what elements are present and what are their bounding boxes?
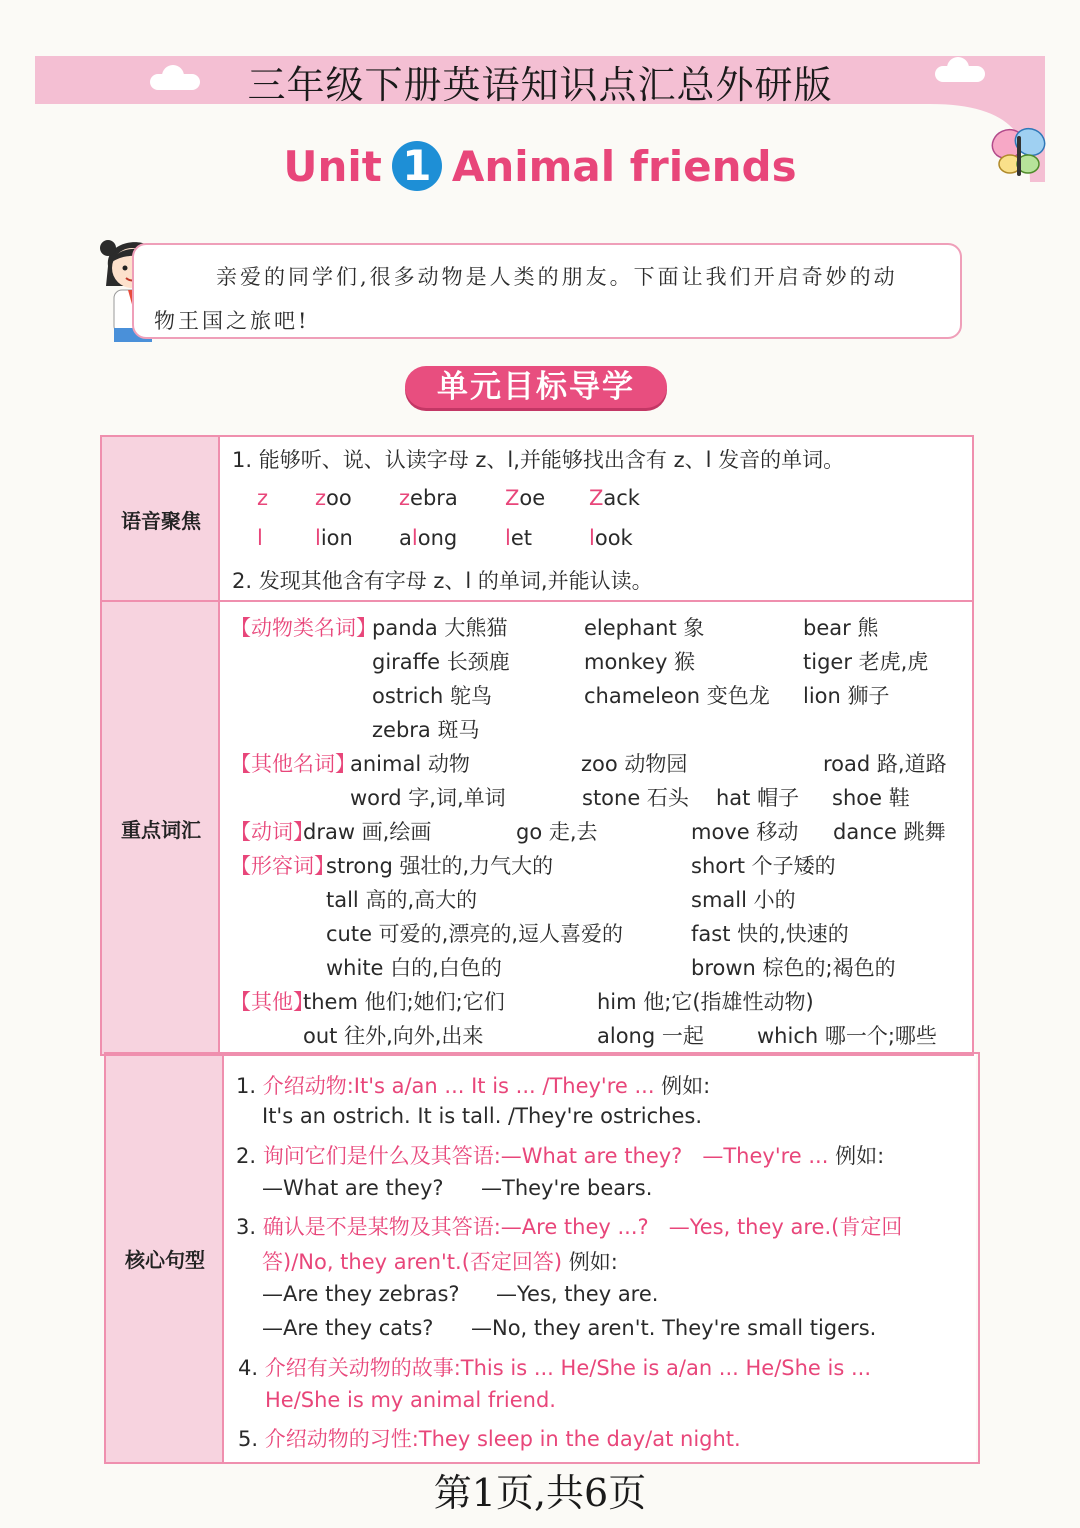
vocab-entry: shoe 鞋 (832, 786, 910, 810)
z-word: zoo (315, 486, 352, 510)
vocab-entry: draw 画,绘画 (303, 820, 432, 844)
vocab-entry: tiger 老虎,虎 (803, 650, 929, 674)
l-word: lion (315, 526, 353, 550)
vocab-entry: stone 石头 (582, 786, 689, 810)
vocab-entry: chameleon 变色龙 (584, 684, 770, 708)
l-word: look (589, 526, 633, 550)
vocab-entry: animal 动物 (350, 752, 470, 776)
sentence-example: —Yes, they are. (496, 1282, 659, 1306)
vocab-entry: strong 强壮的,力气大的 (326, 854, 554, 878)
page-footer: 第1页,共6页 (433, 1471, 647, 1515)
sentence-example: —No, they aren't. They're small tigers. (471, 1316, 877, 1340)
z-word: Zack (589, 486, 640, 510)
other-nouns-tag: 【其他名词】 (230, 752, 356, 776)
vocab-entry: out 往外,向外,出来 (303, 1024, 484, 1048)
row-divider (100, 600, 974, 602)
animal-nouns-tag: 【动物类名词】 (230, 616, 377, 640)
vocab-entry: dance 跳舞 (833, 820, 946, 844)
intro-speech-box (132, 243, 962, 339)
unit-name: Animal friends (451, 142, 797, 191)
vocab-entry: hat 帽子 (716, 786, 800, 810)
z-word: Zoe (505, 486, 546, 510)
vocab-entry: fast 快的,快速的 (691, 922, 849, 946)
l-word: along (399, 526, 458, 550)
vocab-entry: elephant 象 (584, 616, 705, 640)
vocab-entry: bear 熊 (803, 616, 879, 640)
vocab-entry: short 个子矮的 (691, 854, 836, 878)
phonics-item-1: 1. 能够听、说、认读字母 z、l,并能够找出含有 z、l 发音的单词。 (232, 448, 845, 472)
unit-word: Unit (283, 142, 382, 191)
adjectives-tag: 【形容词】 (230, 854, 335, 878)
sentence-pattern-4-cont: He/She is my animal friend. (265, 1388, 556, 1412)
sentence-pattern-1: 1. 介绍动物:It's a/an ... It is ... /They're ... 例如: (236, 1074, 711, 1098)
vocab-entry: zebra 斑马 (372, 718, 480, 742)
verbs-tag: 【动词】 (230, 820, 314, 844)
z-word: zebra (399, 486, 458, 510)
vocab-entry: road 路,道路 (823, 752, 947, 776)
sentence-example: —Are they cats? (262, 1316, 434, 1340)
sentence-example: —Are they zebras? (262, 1282, 460, 1306)
section-banner: 单元目标导学 (405, 366, 667, 408)
vocab-entry: cute 可爱的,漂亮的,逗人喜爱的 (326, 922, 624, 946)
unit-number-badge: 1 (392, 141, 442, 191)
vocab-entry: panda 大熊猫 (372, 616, 508, 640)
sentence-example: —They're bears. (481, 1176, 653, 1200)
unit-heading (0, 142, 1080, 195)
others-tag: 【其他】 (230, 990, 314, 1014)
vocab-entry: them 他们;她们;它们 (303, 990, 505, 1014)
intro-line-2: 物王国之旅吧! (154, 309, 310, 333)
vocab-entry: him 他;它(指雄性动物) (597, 990, 814, 1014)
vocab-label: 重点词汇 (102, 602, 220, 1054)
l-word: l (257, 526, 263, 550)
vocab-entry: word 字,词,单词 (350, 786, 506, 810)
vocab-entry: white 白的,白色的 (326, 956, 502, 980)
column-divider-top (218, 435, 220, 1056)
intro-line-1: 亲爱的同学们,很多动物是人类的朋友。下面让我们开启奇妙的动 (216, 265, 898, 289)
vocab-entry: giraffe 长颈鹿 (372, 650, 510, 674)
vocab-entry: ostrich 鸵鸟 (372, 684, 493, 708)
sentence-pattern-2: 2. 询问它们是什么及其答语:—What are they? —They're ... 例如: (236, 1144, 885, 1168)
vocab-entry: monkey 猴 (584, 650, 696, 674)
sentence-pattern-4: 4. 介绍有关动物的故事:This is ... He/She is a/an ... He/She is ... (238, 1356, 872, 1380)
vocab-entry: move 移动 (691, 820, 799, 844)
sentence-pattern-3-cont: 答)/No, they aren't.(否定回答) 例如: (262, 1250, 618, 1274)
sentence-pattern-3: 3. 确认是不是某物及其答语:—Are they ...? —Yes, they are.(肯定回 (236, 1215, 903, 1239)
phonics-label: 语音聚焦 (102, 437, 220, 602)
vocab-entry: along 一起 (597, 1024, 704, 1048)
vocab-entry: go 走,去 (516, 820, 598, 844)
vocab-entry: lion 狮子 (803, 684, 890, 708)
sentences-label: 核心句型 (106, 1054, 224, 1462)
phonics-item-2: 2. 发现其他含有字母 z、l 的单词,并能认读。 (232, 569, 653, 593)
vocab-entry: small 小的 (691, 888, 796, 912)
vocab-entry: tall 高的,高大的 (326, 888, 478, 912)
z-word: z (257, 486, 269, 510)
vocab-entry: which 哪一个;哪些 (757, 1024, 937, 1048)
l-word: let (505, 526, 532, 550)
vocab-entry: zoo 动物园 (581, 752, 688, 776)
sentence-pattern-5: 5. 介绍动物的习性:They sleep in the day/at night. (238, 1427, 741, 1451)
document-title: 三年级下册英语知识点汇总外研版 (247, 63, 833, 107)
vocab-entry: brown 棕色的;褐色的 (691, 956, 896, 980)
sentence-example: It's an ostrich. It is tall. /They're ostriches. (262, 1104, 703, 1128)
sentence-example: —What are they? (262, 1176, 444, 1200)
column-divider-bottom (222, 1052, 224, 1464)
